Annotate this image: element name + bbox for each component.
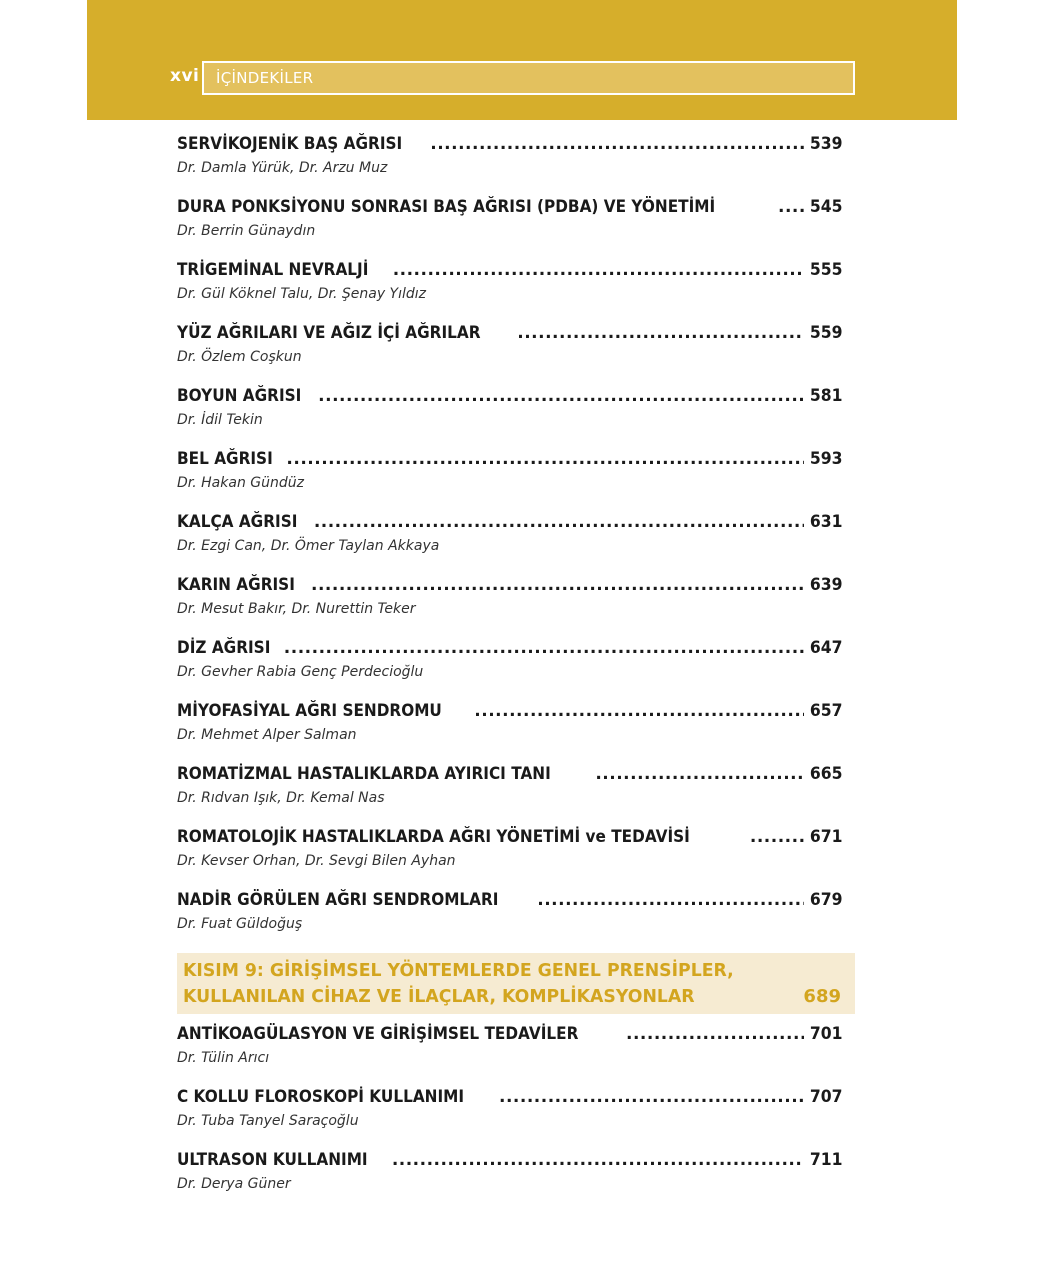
dot-leader xyxy=(311,575,804,595)
chapter-page-number: 559 xyxy=(809,323,842,343)
chapter-title: ULTRASON KULLANIMI xyxy=(177,1150,368,1170)
chapter-page-number: 539 xyxy=(809,134,842,154)
chapter-authors: Dr. Fuat Güldoğuş xyxy=(177,916,303,932)
dot-leader xyxy=(626,1024,804,1044)
toc-entry-line xyxy=(177,890,842,914)
dot-leader xyxy=(286,449,803,469)
dot-leader xyxy=(392,1150,804,1170)
toc-entry[interactable] xyxy=(177,827,842,877)
chapter-page-number: 671 xyxy=(809,827,842,847)
toc-entry-line xyxy=(177,386,842,410)
chapter-authors: Dr. Ezgi Can, Dr. Ömer Taylan Akkaya xyxy=(177,538,440,554)
chapter-title: C KOLLU FLOROSKOPİ KULLANIMI xyxy=(177,1087,465,1107)
dot-leader xyxy=(595,764,803,784)
chapter-authors: Dr. Derya Güner xyxy=(177,1176,291,1192)
section-heading-line-1: KISIM 9: GİRİŞİMSEL YÖNTEMLERDE GENEL PRENSİPLER, xyxy=(183,960,734,981)
toc-entry-line xyxy=(177,134,842,158)
toc-entry[interactable] xyxy=(177,764,842,814)
toc-entry[interactable] xyxy=(177,701,842,751)
toc-entry[interactable] xyxy=(177,260,842,310)
chapter-page-number: 631 xyxy=(809,512,842,532)
dot-leader xyxy=(284,638,804,658)
toc-entry-line xyxy=(177,827,842,851)
chapter-page-number: 665 xyxy=(809,764,842,784)
chapter-page-number: 545 xyxy=(809,197,842,217)
section-heading[interactable] xyxy=(177,953,855,1014)
chapter-page-number: 647 xyxy=(809,638,842,658)
chapter-page-number: 701 xyxy=(809,1024,842,1044)
dot-leader xyxy=(314,512,804,532)
dot-leader xyxy=(393,260,804,280)
page-number: xvi xyxy=(170,66,200,86)
toc-entry-line xyxy=(177,701,842,725)
chapter-title: ROMATOLOJİK HASTALIKLARDA AĞRI YÖNETİMİ ve TEDAVİSİ xyxy=(177,827,690,847)
chapter-title: DİZ AĞRISI xyxy=(177,638,271,658)
chapter-page-number: 711 xyxy=(809,1150,842,1170)
toc-entry[interactable] xyxy=(177,512,842,562)
chapter-title: KARIN AĞRISI xyxy=(177,575,295,595)
chapter-title: SERVİKOJENİK BAŞ AĞRISI xyxy=(177,134,403,154)
chapter-authors: Dr. Mehmet Alper Salman xyxy=(177,727,357,743)
chapter-authors: Dr. Tuba Tanyel Saraçoğlu xyxy=(177,1113,359,1129)
chapter-authors: Dr. Tülin Arıcı xyxy=(177,1050,270,1066)
toc-entry-line xyxy=(177,575,842,599)
chapter-title: ANTİKOAGÜLASYON VE GİRİŞİMSEL TEDAVİLER xyxy=(177,1024,579,1044)
toc-entry[interactable] xyxy=(177,638,842,688)
toc-entry[interactable] xyxy=(177,134,842,184)
toc-entry-line xyxy=(177,1024,842,1048)
dot-leader xyxy=(474,701,803,721)
chapter-title: KALÇA AĞRISI xyxy=(177,512,298,532)
dot-leader xyxy=(517,323,803,343)
chapter-page-number: 707 xyxy=(809,1087,842,1107)
dot-leader xyxy=(778,197,803,217)
toc-entry[interactable] xyxy=(177,890,842,940)
section-heading-line-2: KULLANILAN CİHAZ VE İLAÇLAR, KOMPLİKASYONLAR xyxy=(183,986,695,1007)
chapter-title: YÜZ AĞRILARI VE AĞIZ İÇİ AĞRILAR xyxy=(177,323,481,343)
toc-entry[interactable] xyxy=(177,575,842,625)
chapter-authors: Dr. Mesut Bakır, Dr. Nurettin Teker xyxy=(177,601,416,617)
toc-entry[interactable] xyxy=(177,1150,842,1200)
chapter-authors: Dr. Kevser Orhan, Dr. Sevgi Bilen Ayhan xyxy=(177,853,456,869)
toc-entry[interactable] xyxy=(177,1087,842,1137)
chapter-authors: Dr. Gül Köknel Talu, Dr. Şenay Yıldız xyxy=(177,286,427,302)
toc-entry[interactable] xyxy=(177,197,842,247)
section-page-number: 689 xyxy=(803,986,841,1007)
toc-entry-line xyxy=(177,1087,842,1111)
chapter-page-number: 679 xyxy=(809,890,842,910)
toc-entry-line xyxy=(177,764,842,788)
chapter-title: DURA PONKSİYONU SONRASI BAŞ AĞRISI (PDBA) VE YÖNETİMİ xyxy=(177,197,716,217)
toc-entry-line xyxy=(177,260,842,284)
toc-entry[interactable] xyxy=(177,1024,842,1074)
chapter-title: BEL AĞRISI xyxy=(177,449,273,469)
chapter-title: NADİR GÖRÜLEN AĞRI SENDROMLARI xyxy=(177,890,499,910)
chapter-page-number: 657 xyxy=(809,701,842,721)
chapter-page-number: 555 xyxy=(809,260,842,280)
chapter-authors: Dr. Rıdvan Işık, Dr. Kemal Nas xyxy=(177,790,385,806)
chapter-authors: Dr. İdil Tekin xyxy=(177,412,263,428)
chapter-authors: Dr. Damla Yürük, Dr. Arzu Muz xyxy=(177,160,388,176)
dot-leader xyxy=(430,134,803,154)
chapter-authors: Dr. Özlem Coşkun xyxy=(177,349,302,365)
dot-leader xyxy=(499,1087,804,1107)
chapter-page-number: 593 xyxy=(809,449,842,469)
toc-entry-line xyxy=(177,323,842,347)
toc-entry-line xyxy=(177,1150,842,1174)
chapter-page-number: 581 xyxy=(809,386,842,406)
header-band xyxy=(87,0,957,120)
toc-entry[interactable] xyxy=(177,323,842,373)
chapter-title: ROMATİZMAL HASTALIKLARDA AYIRICI TANI xyxy=(177,764,551,784)
chapter-title: MİYOFASİYAL AĞRI SENDROMU xyxy=(177,701,442,721)
toc-entry-line xyxy=(177,449,842,473)
toc-entry-line xyxy=(177,197,842,221)
dot-leader xyxy=(318,386,803,406)
chapter-authors: Dr. Gevher Rabia Genç Perdecioğlu xyxy=(177,664,424,680)
header-title-box xyxy=(202,61,855,95)
toc-entry[interactable] xyxy=(177,449,842,499)
toc-entry-line xyxy=(177,512,842,536)
toc-entry-line xyxy=(177,638,842,662)
dot-leader xyxy=(537,890,803,910)
chapter-page-number: 639 xyxy=(809,575,842,595)
page-title: İÇİNDEKİLER xyxy=(216,69,314,87)
chapter-authors: Dr. Hakan Gündüz xyxy=(177,475,304,491)
chapter-authors: Dr. Berrin Günaydın xyxy=(177,223,316,239)
dot-leader xyxy=(750,827,804,847)
chapter-title: BOYUN AĞRISI xyxy=(177,386,302,406)
chapter-title: TRİGEMİNAL NEVRALJİ xyxy=(177,260,369,280)
toc-entry[interactable] xyxy=(177,386,842,436)
